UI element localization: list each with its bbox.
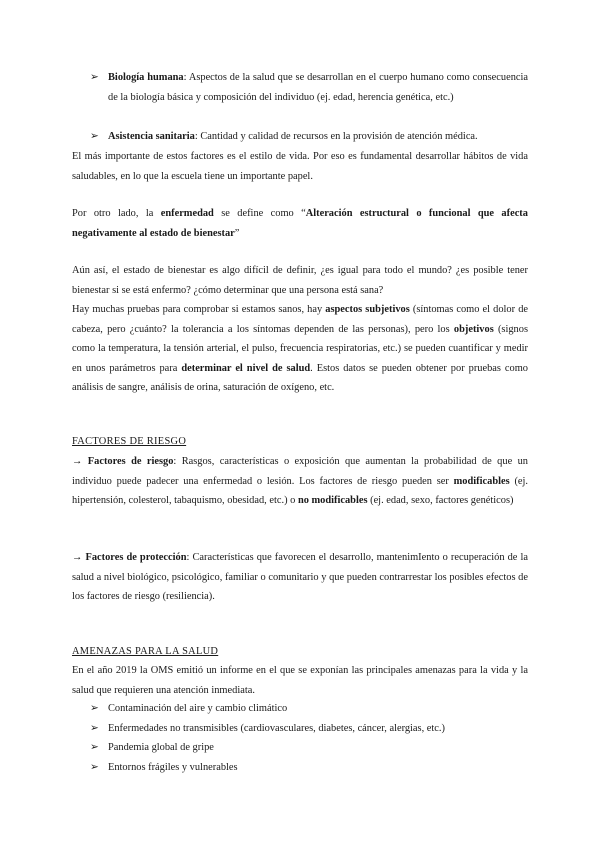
text-run: . Estos datos se pueden obtener por pruebas como análisis de sangre, análisis de orina, saturación de oxígeno, etc.: [72, 362, 528, 393]
term-aspectos-subjetivos: aspectos subjetivos: [325, 304, 410, 315]
bullet-text: Enfermedades no transmisibles (cardiovasculares, diabetes, cáncer, alergias, etc.): [108, 723, 445, 734]
paragraph-estilo-de-vida: El más importante de estos factores es el estilo de vida. Por eso es fundamental desarrollar hábitos de vida saludables, en lo que la escuela tiene un importante papel.: [72, 151, 528, 182]
bullet-arrow-icon: ➢: [90, 72, 99, 83]
definition-text: : Aspectos de la salud que se desarrollan en el cuerpo humano como consecuencia de la biología básica y composición del individuo (ej. edad, herencia genética, etc.): [108, 72, 529, 103]
bullet-arrow-icon: ➢: [90, 742, 99, 753]
text-run: ”: [234, 227, 240, 239]
right-arrow-icon: →: [72, 456, 83, 467]
text-run: se define como “: [213, 208, 306, 219]
term-no-modificables: no modificables: [297, 495, 368, 506]
bullet-text: Contaminación del aire y cambio climático: [108, 703, 288, 714]
term-enfermedad: enfermedad: [160, 208, 214, 219]
bullet-arrow-icon: ➢: [90, 762, 99, 773]
bullet-text: Pandemia global de gripe: [108, 742, 214, 753]
text-run: (signos como la temperatura, la tensión arterial, el pulso, frecuencia respiratorias, etc.) se pueden cuantificar y medir en unos parámetros para: [72, 323, 528, 374]
right-arrow-icon: →: [72, 552, 83, 563]
definition-text: : Cantidad y calidad de recursos en la provisión de atención médica.: [194, 131, 478, 142]
paragraph-oms: En el año 2019 la OMS emitió un informe en el que se exponían las principales amenazas para la vida y la salud que requieren una atención inmediata.: [72, 665, 528, 696]
paragraph-bienestar: Aún así, el estado de bienestar es algo difícil de definir, ¿es igual para todo el mundo? ¿es posible tener bienestar si se está enfermo? ¿cómo determinar que una persona está sana?: [72, 265, 528, 296]
text-run: : Características que favorecen el desarrollo, mantenimIento o recuperación de la salud a nivel biológico, psicológico, familiar o comunitario y que pueden contrarrestar los posibles efectos de los factores de riesgo (resiliencia).: [72, 552, 528, 602]
text-run: Hay muchas pruebas para comprobar si estamos sanos, hay: [72, 304, 326, 315]
bullet-arrow-icon: ➢: [90, 703, 99, 714]
text-run: Por otro lado, la: [72, 208, 161, 219]
term-biologia-humana: Biología humana: [108, 72, 184, 83]
bullet-arrow-icon: ➢: [90, 723, 99, 734]
term-factores-de-proteccion: Factores de protección: [85, 552, 187, 563]
section-heading-amenazas: AMENAZAS PARA LA SALUD: [72, 646, 219, 657]
definition-enfermedad: Alteración estructural o funcional que afecta negativamente al estado de bienestar: [72, 208, 528, 239]
text-run: : Rasgos, características o exposición que aumentan la probabilidad de que un individuo puede padecer una enfermedad o lesión. Los factores de riesgo pueden ser: [72, 456, 528, 487]
term-factores-de-riesgo: Factores de riesgo: [87, 456, 174, 467]
term-asistencia-sanitaria: Asistencia sanitaria: [108, 131, 195, 142]
paragraph-factores-de-proteccion: [72, 548, 528, 607]
term-nivel-de-salud: determinar el nivel de salud: [181, 362, 311, 374]
text-run: (ej. hipertensión, colesterol, tabaquismo, obesidad, etc.) o: [72, 475, 529, 506]
paragraph-factores-de-riesgo: [72, 452, 528, 511]
term-modificables: modificables: [453, 475, 510, 487]
bullet-arrow-icon: ➢: [90, 131, 99, 142]
term-objetivos: objetivos: [453, 323, 494, 335]
bullet-text: Entornos frágiles y vulnerables: [108, 762, 238, 773]
text-run: (síntomas como el dolor de cabeza, pero ¿cuánto? la tolerancia a los síntomas dependen de las personas), pero los: [72, 304, 528, 335]
paragraph-pruebas: [72, 300, 528, 398]
section-heading-factores-de-riesgo: FACTORES DE RIESGO: [72, 436, 187, 447]
text-run: (ej. edad, sexo, factores genéticos): [367, 495, 514, 506]
paragraph-enfermedad: [72, 204, 528, 243]
bullet-text: [108, 68, 528, 107]
bullet-text: [108, 127, 528, 147]
